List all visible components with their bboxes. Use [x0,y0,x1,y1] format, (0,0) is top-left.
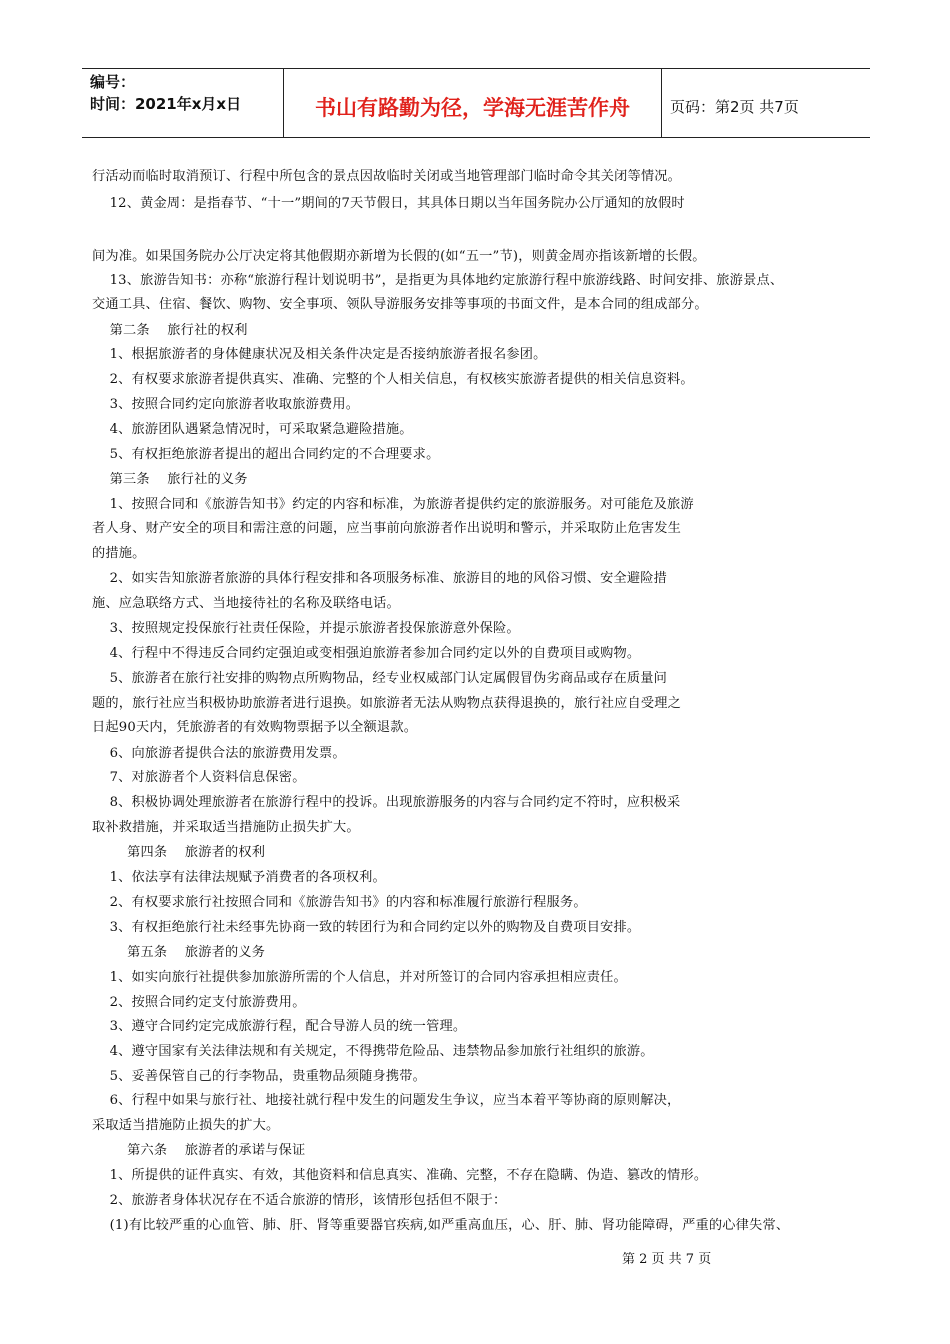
header-page-info: 页码：第2页 共7页 [670,97,799,116]
body-line: 5、妥善保管自己的行李物品，贵重物品须随身携带。 [92,1069,427,1084]
header-motto: 书山有路勤为径，学海无涯苦作舟 [284,69,662,137]
body-line: 1、按照合同和《旅游告知书》约定的内容和标准，为旅游者提供约定的旅游服务。对可能危及旅游 [92,497,694,512]
body-line: 3、按照合同约定向旅游者收取旅游费用。 [92,397,360,412]
body-line: 取补救措施，并采取适当措施防止损失扩大。 [92,820,360,835]
body-line: 4、行程中不得违反合同约定强迫或变相强迫旅游者参加合同约定以外的自费项目或购物。 [92,646,641,661]
body-line: 1、所提供的证件真实、有效，其他资料和信息真实、准确、完整，不存在隐瞒、伪造、篡改的情形。 [92,1168,708,1183]
body-line: 2、如实告知旅游者旅游的具体行程安排和各项服务标准、旅游目的地的风俗习惯、安全避险措 [92,571,668,586]
body-line: 1、依法享有法律法规赋予消费者的各项权利。 [92,870,386,885]
body-line: 4、旅游团队遇紧急情况时，可采取紧急避险措施。 [92,422,413,437]
document-time-label: 时间：2021年x月x日 [90,95,242,113]
body-line: 施、应急联络方式、当地接待社的名称及联络电话。 [92,596,400,611]
body-line: 6、向旅游者提供合法的旅游费用发票。 [92,746,346,761]
body-line: 第三条 旅行社的义务 [92,472,248,487]
body-line: 3、遵守合同约定完成旅游行程，配合导游人员的统一管理。 [92,1019,467,1034]
document-number-label: 编号： [90,73,136,91]
body-line: (1)有比较严重的心血管、肺、肝、肾等重要器官疾病,如严重高血压，心、肝、肺、肾功能障碍，严重的心律失常、 [92,1218,790,1233]
body-line: 8、积极协调处理旅游者在旅游行程中的投诉。出现旅游服务的内容与合同约定不符时，应积极采 [92,795,681,810]
body-line: 题的，旅行社应当积极协助旅游者进行退换。如旅游者无法从购物点获得退换的，旅行社应自受理之 [92,696,682,711]
body-line: 者人身、财产安全的项目和需注意的问题，应当事前向旅游者作出说明和警示，并采取防止危害发生 [92,521,682,536]
body-line: 的措施。 [92,546,146,561]
body-line: 日起90天内，凭旅游者的有效购物票据予以全额退款。 [92,720,418,735]
body-line: 5、旅游者在旅行社安排的购物点所购物品，经专业权威部门认定属假冒伪劣商品或存在质量问 [92,671,668,686]
body-line: 6、行程中如果与旅行社、地接社就行程中发生的问题发生争议，应当本着平等协商的原则解决， [92,1093,681,1108]
body-line: 第四条 旅游者的权利 [92,845,266,860]
body-line: 2、有权要求旅游者提供真实、准确、完整的个人相关信息，有权核实旅游者提供的相关信息资料。 [92,372,694,387]
body-line: 采取适当措施防止损失的扩大。 [92,1118,280,1133]
page-header [82,68,870,138]
page-footer: 第 2 页 共 7 页 [622,1252,712,1267]
body-line: 第六条 旅游者的承诺与保证 [92,1143,306,1158]
body-line: 间为准。如果国务院办公厅决定将其他假期亦新增为长假的(如“五一”节)，则黄金周亦指该新增的长假。 [92,249,706,264]
body-line: 13、旅游告知书：亦称“旅游行程计划说明书”，是指更为具体地约定旅游行程中旅游线路、时间安排、旅游景点、 [92,273,784,288]
body-line: 7、对旅游者个人资料信息保密。 [92,770,306,785]
body-line: 交通工具、住宿、餐饮、购物、安全事项、领队导游服务安排等事项的书面文件，是本合同的组成部分。 [92,297,708,312]
body-line: 3、有权拒绝旅行社未经事先协商一致的转团行为和合同约定以外的购物及自费项目安排。 [92,920,641,935]
body-line: 1、如实向旅行社提供参加旅游所需的个人信息，并对所签订的合同内容承担相应责任。 [92,970,627,985]
body-line: 2、有权要求旅行社按照合同和《旅游告知书》的内容和标准履行旅游行程服务。 [92,895,587,910]
body-line: 1、根据旅游者的身体健康状况及相关条件决定是否接纳旅游者报名参团。 [92,347,547,362]
body-line: 第五条 旅游者的义务 [92,945,266,960]
body-line: 第二条 旅行社的权利 [92,323,248,338]
body-line: 12、黄金周：是指春节、“十一”期间的7天节假日，其具体日期以当年国务院办公厅通知的放假时 [92,196,685,211]
body-line: 行活动而临时取消预订、行程中所包含的景点因故临时关闭或当地管理部门临时命令其关闭等情况。 [92,169,682,184]
body-line: 2、旅游者身体状况存在不适合旅游的情形，该情形包括但不限于： [92,1193,507,1208]
body-line: 4、遵守国家有关法律法规和有关规定，不得携带危险品、违禁物品参加旅行社组织的旅游。 [92,1044,654,1059]
body-line: 3、按照规定投保旅行社责任保险，并提示旅游者投保旅游意外保险。 [92,621,520,636]
body-line: 5、有权拒绝旅游者提出的超出合同约定的不合理要求。 [92,447,440,462]
body-line: 2、按照合同约定支付旅游费用。 [92,995,306,1010]
header-meta [82,69,284,137]
